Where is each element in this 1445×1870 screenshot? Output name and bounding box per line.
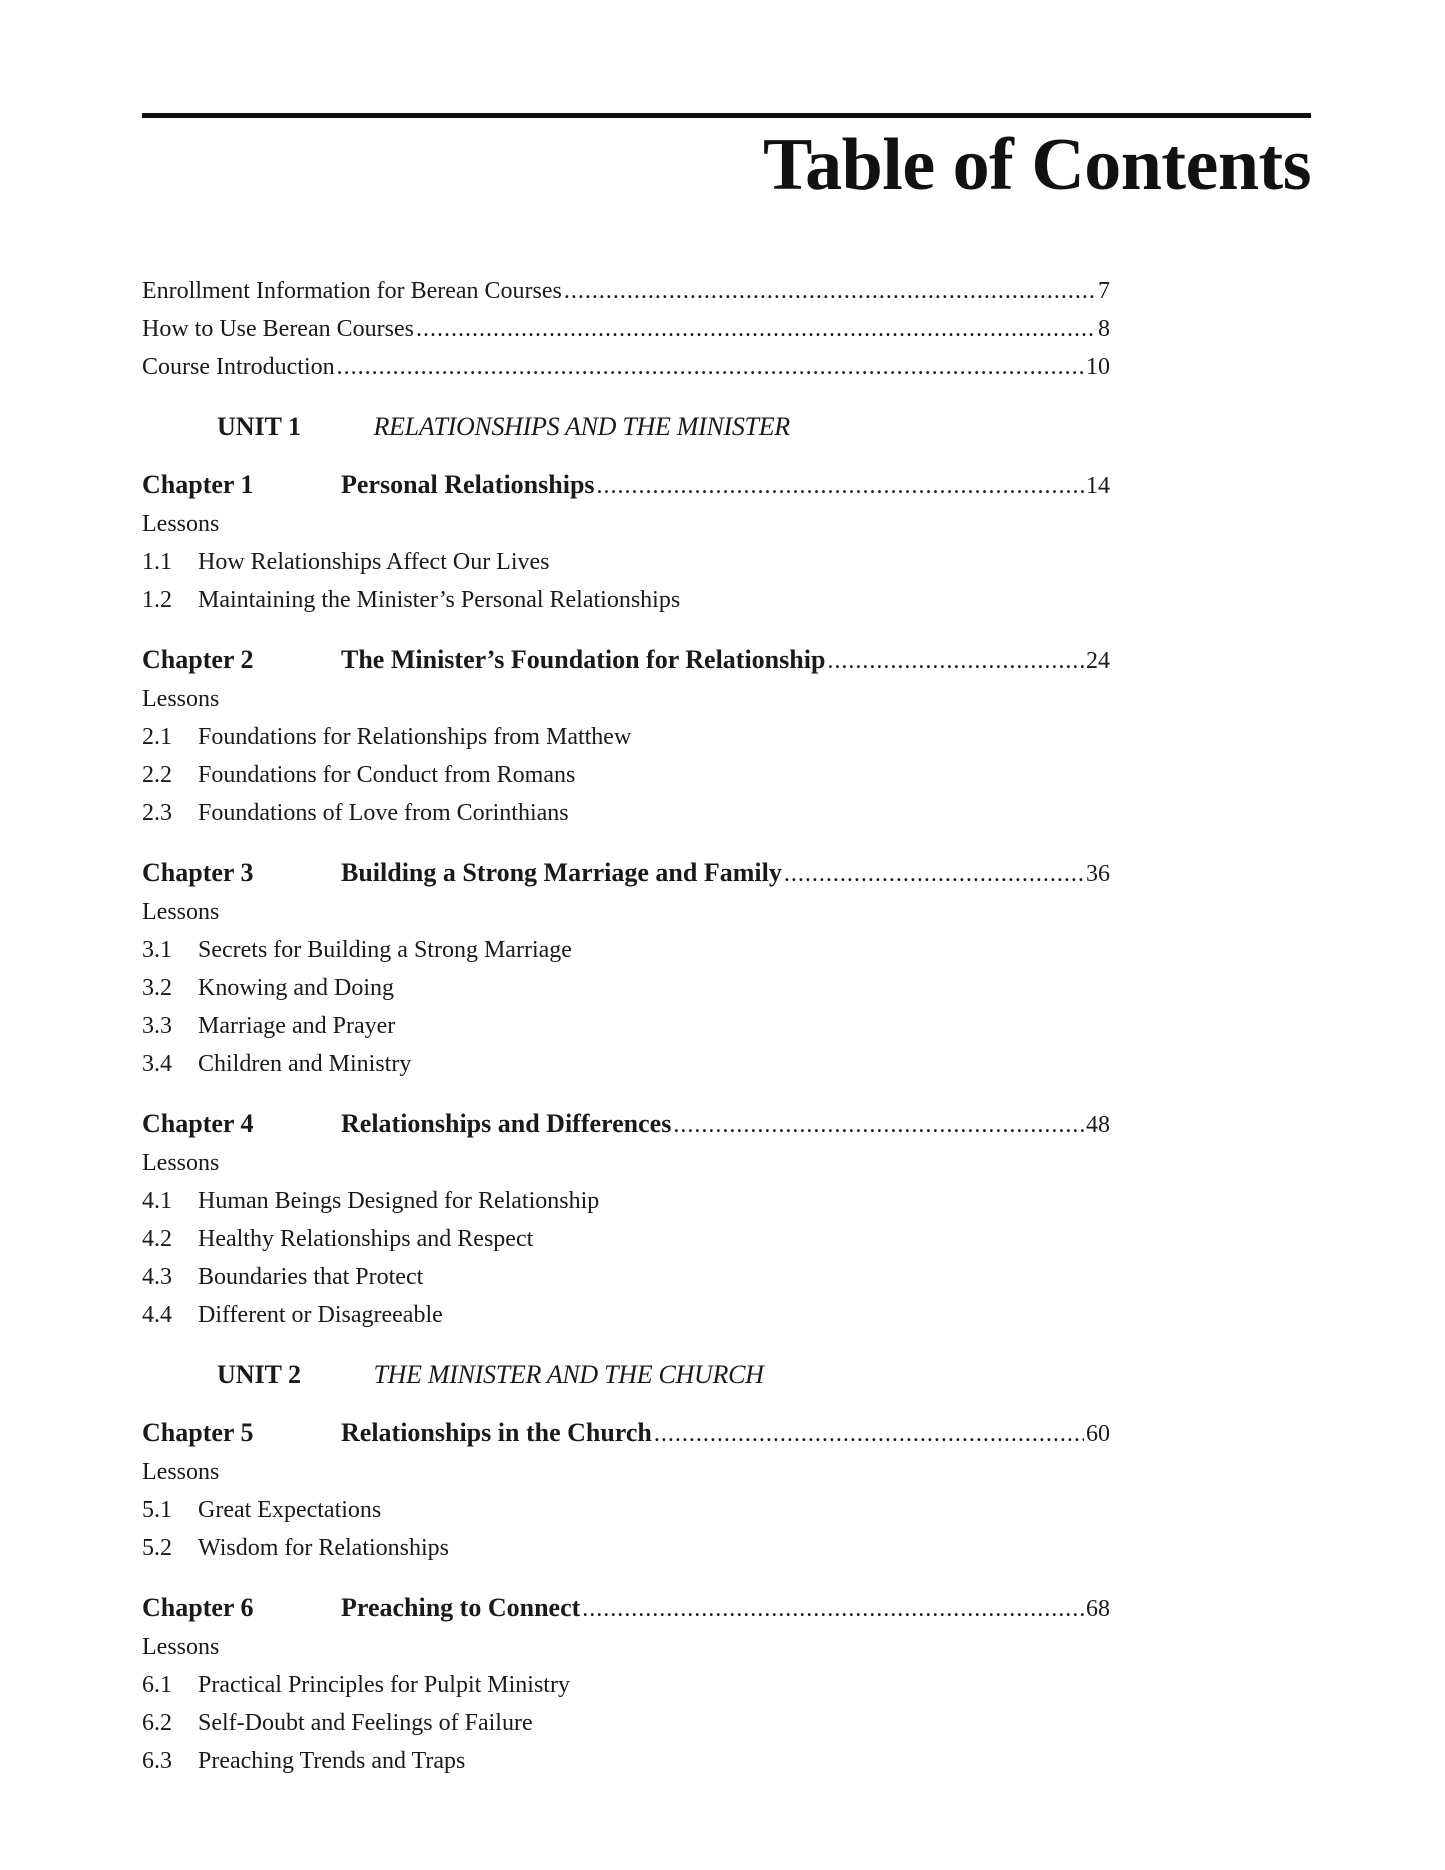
table-of-contents <box>142 272 1110 1780</box>
chapter-5 <box>142 1414 1110 1567</box>
lesson-title: Human Beings Designed for Relationship <box>198 1188 600 1214</box>
lesson-number: 3.4 <box>142 1051 172 1077</box>
lesson-item[interactable] <box>142 794 1110 832</box>
dot-leader <box>827 642 1084 680</box>
chapter-title: Relationships and Differences <box>341 1109 672 1138</box>
unit-heading-2 <box>142 1356 1110 1394</box>
page-title: Table of Contents <box>763 124 1311 206</box>
lesson-number: 2.2 <box>142 762 172 788</box>
page-number: 14 <box>1086 473 1110 499</box>
lesson-number: 1.1 <box>142 549 172 575</box>
unit-name: THE MINISTER AND THE CHURCH <box>373 1360 764 1389</box>
dot-leader <box>582 1590 1084 1628</box>
chapter-title: Personal Relationships <box>341 470 595 499</box>
chapter-title: Relationships in the Church <box>341 1418 652 1447</box>
chapter-4 <box>142 1105 1110 1334</box>
spacer <box>142 1083 1110 1105</box>
dot-leader <box>416 310 1096 348</box>
lesson-title: Preaching Trends and Traps <box>198 1748 466 1774</box>
lesson-item[interactable] <box>142 1704 1110 1742</box>
lesson-item[interactable] <box>142 1296 1110 1334</box>
chapter-title: Building a Strong Marriage and Family <box>341 858 782 887</box>
lesson-item[interactable] <box>142 1182 1110 1220</box>
toc-entry-label: How to Use Berean Courses <box>142 316 414 342</box>
lesson-title: Wisdom for Relationships <box>198 1535 450 1561</box>
dot-leader <box>673 1106 1084 1144</box>
chapter-title: Preaching to Connect <box>341 1593 581 1622</box>
chapter-label: Chapter 2 <box>142 645 254 674</box>
lesson-title: Secrets for Building a Strong Marriage <box>198 937 572 963</box>
lesson-title: Great Expectations <box>198 1497 382 1523</box>
chapter-label: Chapter 6 <box>142 1593 254 1622</box>
top-rule <box>142 113 1311 118</box>
chapter-entry[interactable] <box>142 466 1110 505</box>
page-number: 48 <box>1086 1112 1110 1138</box>
unit-name: RELATIONSHIPS AND THE MINISTER <box>373 412 790 441</box>
lesson-title: Knowing and Doing <box>198 975 394 1001</box>
chapter-entry[interactable] <box>142 1105 1110 1144</box>
chapter-label: Chapter 1 <box>142 470 254 499</box>
lesson-item[interactable] <box>142 1258 1110 1296</box>
lesson-title: Practical Principles for Pulpit Ministry <box>198 1672 570 1698</box>
page-number: 60 <box>1086 1421 1110 1447</box>
lesson-number: 1.2 <box>142 587 172 613</box>
lesson-title: Children and Ministry <box>198 1051 412 1077</box>
lesson-item[interactable] <box>142 756 1110 794</box>
dot-leader <box>654 1415 1084 1453</box>
lesson-number: 6.1 <box>142 1672 172 1698</box>
lesson-title: Self-Doubt and Feelings of Failure <box>198 1710 533 1736</box>
page-number: 8 <box>1098 316 1110 342</box>
lessons-label: Lessons <box>142 686 220 712</box>
lesson-title: Healthy Relationships and Respect <box>198 1226 534 1252</box>
lesson-number: 3.1 <box>142 937 172 963</box>
dot-leader <box>337 348 1084 386</box>
lesson-title: Different or Disagreeable <box>198 1302 443 1328</box>
spacer <box>142 1567 1110 1589</box>
dot-leader <box>784 855 1084 893</box>
unit-label: UNIT 2 <box>217 1360 302 1389</box>
chapter-label: Chapter 5 <box>142 1418 254 1447</box>
lesson-item[interactable] <box>142 1045 1110 1083</box>
lesson-number: 5.2 <box>142 1535 172 1561</box>
chapter-entry[interactable] <box>142 641 1110 680</box>
lesson-item[interactable] <box>142 1220 1110 1258</box>
lesson-title: Maintaining the Minister’s Personal Relationships <box>198 587 681 613</box>
toc-entry-course-introduction[interactable] <box>142 348 1110 386</box>
unit-heading-1 <box>142 408 1110 446</box>
chapter-3 <box>142 854 1110 1083</box>
page-number: 10 <box>1086 354 1110 380</box>
document-page <box>142 0 1311 1870</box>
lesson-item[interactable] <box>142 581 1110 619</box>
lesson-title: Foundations of Love from Corinthians <box>198 800 569 826</box>
lesson-title: Marriage and Prayer <box>198 1013 396 1039</box>
lesson-number: 4.1 <box>142 1188 172 1214</box>
lessons-label: Lessons <box>142 1150 220 1176</box>
lesson-number: 6.2 <box>142 1710 172 1736</box>
lesson-item[interactable] <box>142 969 1110 1007</box>
lessons-label: Lessons <box>142 1459 220 1485</box>
lesson-number: 4.2 <box>142 1226 172 1252</box>
chapter-1 <box>142 466 1110 619</box>
lesson-title: Foundations for Relationships from Matthew <box>198 724 632 750</box>
lesson-item[interactable] <box>142 931 1110 969</box>
lessons-label: Lessons <box>142 899 220 925</box>
toc-entry-label: Enrollment Information for Berean Courses <box>142 278 562 304</box>
chapter-title: The Minister’s Foundation for Relationship <box>341 645 826 674</box>
page-number: 24 <box>1086 648 1110 674</box>
chapter-label: Chapter 3 <box>142 858 254 887</box>
lesson-number: 6.3 <box>142 1748 172 1774</box>
chapter-6 <box>142 1589 1110 1780</box>
lesson-item[interactable] <box>142 1742 1110 1780</box>
lessons-label: Lessons <box>142 511 220 537</box>
spacer <box>142 619 1110 641</box>
lesson-number: 4.4 <box>142 1302 172 1328</box>
lesson-item[interactable] <box>142 1007 1110 1045</box>
lesson-item[interactable] <box>142 1666 1110 1704</box>
chapter-entry[interactable] <box>142 854 1110 893</box>
lesson-item[interactable] <box>142 718 1110 756</box>
page-number: 36 <box>1086 861 1110 887</box>
lesson-number: 2.3 <box>142 800 172 826</box>
lesson-title: Foundations for Conduct from Romans <box>198 762 576 788</box>
lesson-number: 3.2 <box>142 975 172 1001</box>
lesson-title: How Relationships Affect Our Lives <box>198 549 550 575</box>
lesson-item[interactable] <box>142 1529 1110 1567</box>
toc-entry-enrollment[interactable] <box>142 272 1110 310</box>
dot-leader <box>597 467 1084 505</box>
spacer <box>142 832 1110 854</box>
lesson-number: 2.1 <box>142 724 172 750</box>
lesson-number: 3.3 <box>142 1013 172 1039</box>
dot-leader <box>564 272 1096 310</box>
chapter-entry[interactable] <box>142 1414 1110 1453</box>
chapter-2 <box>142 641 1110 832</box>
chapter-entry[interactable] <box>142 1589 1110 1628</box>
lesson-title: Boundaries that Protect <box>198 1264 424 1290</box>
unit-label: UNIT 1 <box>217 412 302 441</box>
toc-entry-label: Course Introduction <box>142 354 335 380</box>
lesson-number: 5.1 <box>142 1497 172 1523</box>
chapter-label: Chapter 4 <box>142 1109 254 1138</box>
toc-entry-how-to-use[interactable] <box>142 310 1110 348</box>
lessons-label: Lessons <box>142 1634 220 1660</box>
lesson-item[interactable] <box>142 543 1110 581</box>
page-number: 7 <box>1098 278 1110 304</box>
lesson-number: 4.3 <box>142 1264 172 1290</box>
lesson-item[interactable] <box>142 1491 1110 1529</box>
page-number: 68 <box>1086 1596 1110 1622</box>
